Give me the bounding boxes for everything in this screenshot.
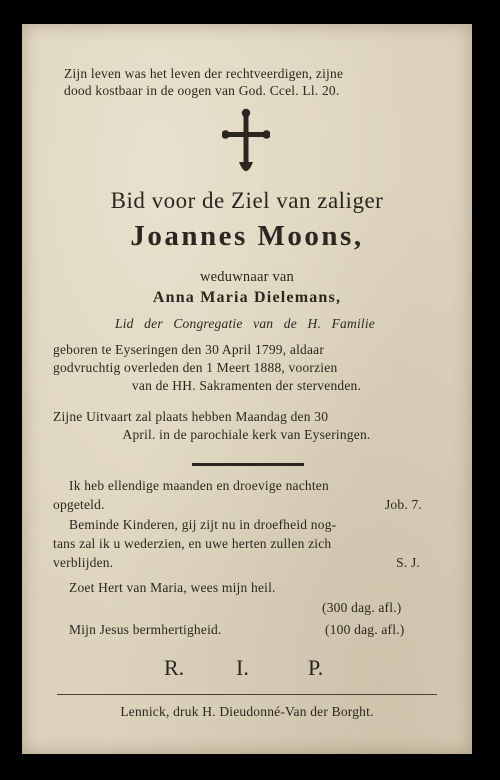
job-quote-reference: Job. 7. — [384, 497, 422, 512]
divider-rule — [192, 463, 304, 466]
prayer-1: Zoet Hert van Maria, wees mijn heil. — [69, 580, 276, 595]
prayer-1-indulgence: (300 dag. afl.) — [322, 600, 402, 615]
epigraph-line-2: dood kostbaar in de oogen van God. Ccel. Ll. 20. — [64, 83, 340, 98]
rip-p: P. — [308, 655, 324, 680]
children-quote — [53, 517, 440, 571]
children-quote-reference: S. J. — [396, 555, 420, 570]
funeral-line-1: Zijne Uitvaart zal plaats hebben Maandag den 30 — [53, 409, 329, 424]
rip-r: R. — [164, 655, 185, 680]
heading: Bid voor de Ziel van zaliger — [110, 188, 384, 213]
epigraph-line-1: Zijn leven was het leven der rechtveerdigen, zijne — [64, 66, 344, 81]
relation: weduwnaar van — [200, 269, 294, 285]
footer-rule — [57, 694, 437, 695]
spouse-name: Anna Maria Dielemans, — [152, 289, 342, 306]
funeral-notice — [53, 409, 440, 443]
epigraph — [64, 66, 439, 99]
biography-line-3: van de HH. Sakramenten der stervenden. — [131, 378, 362, 393]
job-quote — [53, 478, 440, 513]
congregation-membership: Lid der Congregatie van de H. Familie — [115, 316, 375, 331]
children-quote-line-2: tans zal ik u wederzien, en uwe herten zullen zich — [53, 536, 332, 551]
latin-cross-icon — [222, 108, 270, 180]
prayer-2: Mijn Jesus bermhertigheid. — [69, 622, 222, 637]
prayer-2-indulgence: (100 dag. afl.) — [325, 622, 405, 637]
funeral-line-2: April. in de parochiale kerk van Eyseringen. — [122, 427, 371, 442]
deceased-name: Joannes Moons, — [130, 220, 364, 252]
biography — [53, 342, 440, 394]
printer-imprint: Lennick, druk H. Dieudonné-Van der Borght. — [120, 704, 374, 719]
rip-i: I. — [236, 655, 249, 680]
job-quote-line-2: opgeteld. Job. 7. — [53, 497, 440, 513]
biography-line-1: geboren te Eyseringen den 30 April 1799, aldaar — [53, 342, 325, 357]
biography-line-2: godvruchtig overleden den 1 Meert 1888, voorzien — [53, 360, 338, 375]
job-quote-line-1: Ik heb ellendige maanden en droevige nachten — [69, 478, 329, 493]
children-quote-line-1: Beminde Kinderen, gij zijt nu in droefheid nog- — [69, 517, 337, 532]
children-quote-line-3: verblijden. S. J. — [53, 555, 440, 571]
memorial-card — [22, 24, 472, 754]
